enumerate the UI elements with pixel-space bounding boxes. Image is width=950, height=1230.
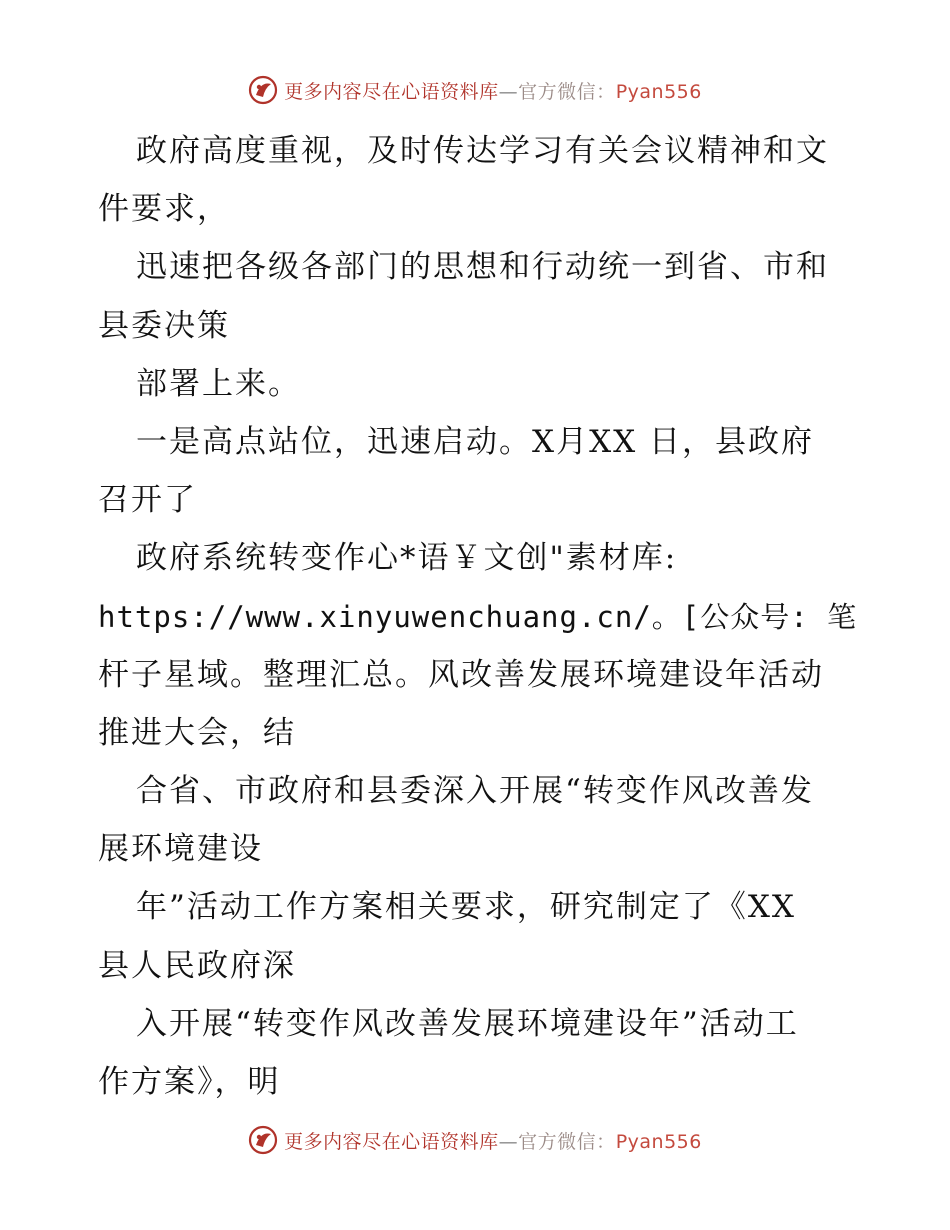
footer-banner-wechat-id: Pyan556 bbox=[615, 1130, 702, 1153]
document-body bbox=[98, 122, 858, 1111]
brand-logo-icon bbox=[248, 1125, 278, 1155]
footer-banner-separator: — bbox=[498, 1130, 519, 1153]
body-line: 一是高点站位，迅速启动。X月XX 日，县政府 bbox=[136, 423, 815, 460]
body-line: 迅速把各级各部门的思想和行动统一到省、市和 bbox=[136, 249, 829, 286]
header-banner-separator: — bbox=[498, 80, 519, 103]
body-line: 杆子星域。整理汇总。风改善发展环境建设年活动 bbox=[98, 656, 824, 693]
footer-banner bbox=[0, 1122, 950, 1158]
header-banner-text bbox=[284, 77, 702, 104]
header-banner-wechat-id: Pyan556 bbox=[615, 80, 702, 103]
body-line: 政府系统转变作心*语￥文创"素材库: bbox=[136, 540, 678, 577]
footer-banner-text bbox=[284, 1127, 702, 1154]
body-line: 政府高度重视，及时传达学习有关会议精神和文 bbox=[136, 133, 829, 169]
header-banner bbox=[0, 72, 950, 108]
body-line: 县人民政府深 bbox=[98, 947, 296, 984]
body-line: 作方案》，明 bbox=[98, 1064, 281, 1100]
body-line: 年”活动工作方案相关要求，研究制定了《XX bbox=[136, 889, 796, 926]
body-line: 部署上来。 bbox=[136, 365, 301, 402]
header-banner-main: 更多内容尽在心语资料库 bbox=[284, 80, 499, 103]
header-banner-wechat-label: 官方微信： bbox=[518, 80, 616, 103]
footer-banner-wechat-label: 官方微信： bbox=[518, 1130, 616, 1153]
body-line: 召开了 bbox=[98, 482, 197, 519]
brand-logo-icon bbox=[248, 75, 278, 105]
body-line: 县委决策 bbox=[98, 307, 230, 344]
body-line-url: https://www.xinyuwenchuang.cn/。[公众号: 笔 bbox=[98, 599, 858, 634]
body-line: 展环境建设 bbox=[98, 831, 263, 868]
body-line: 入开展“转变作风改善发展环境建设年”活动工 bbox=[136, 1005, 799, 1042]
body-line: 推进大会，结 bbox=[98, 714, 296, 751]
footer-banner-main: 更多内容尽在心语资料库 bbox=[284, 1130, 499, 1153]
body-line: 合省、市政府和县委深入开展“转变作风改善发 bbox=[136, 773, 814, 810]
body-line: 件要求， bbox=[98, 191, 230, 228]
